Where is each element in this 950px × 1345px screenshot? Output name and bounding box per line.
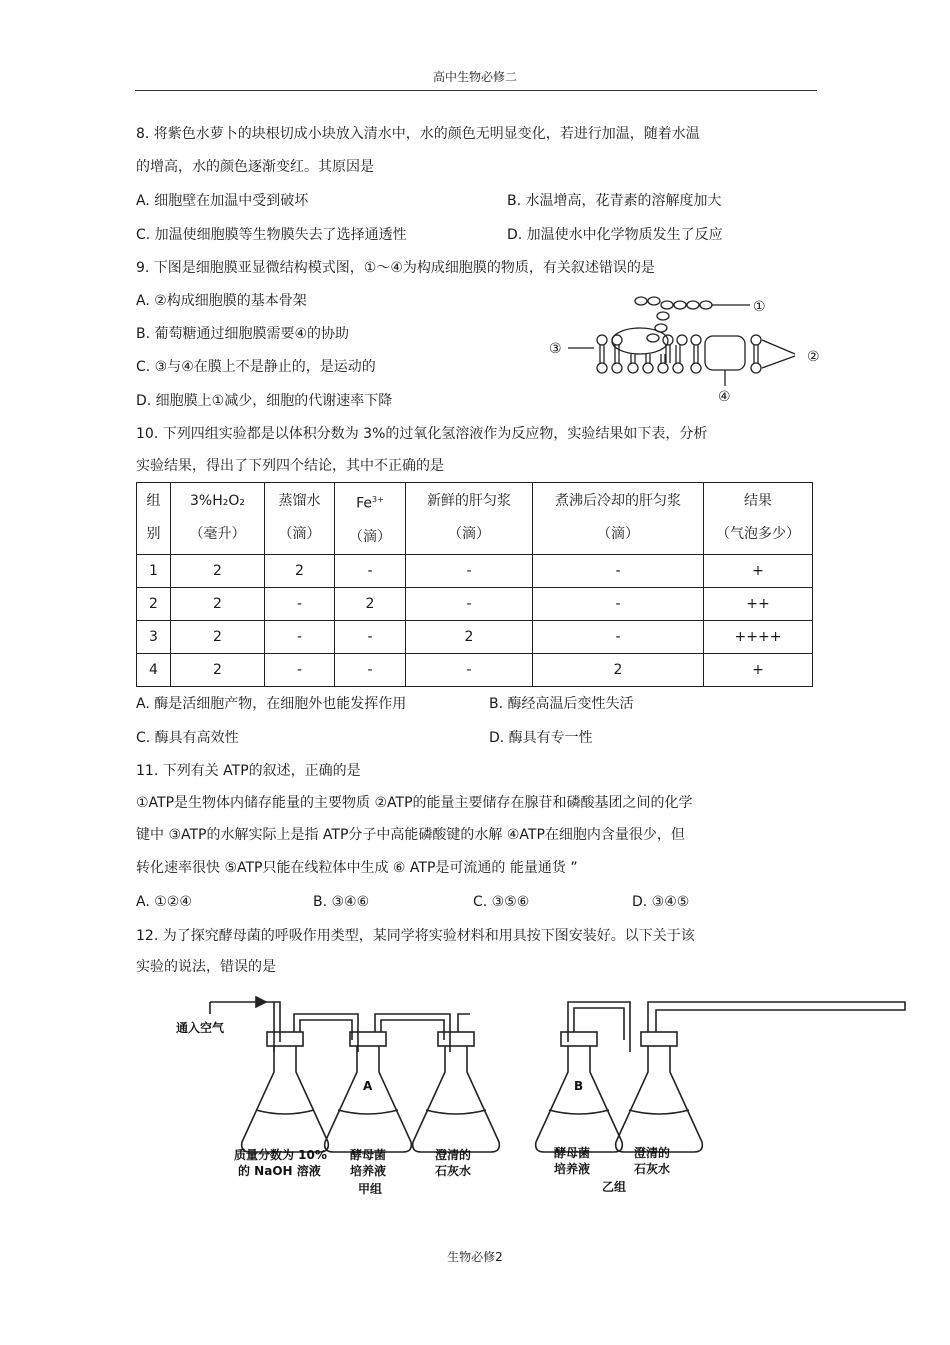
table-cell: 2	[171, 554, 265, 587]
table-cell: 2	[533, 653, 704, 686]
table-cell: 2	[265, 554, 335, 587]
q12-stem-line2: 实验的说法，错误的是	[136, 959, 276, 975]
table-row	[137, 653, 813, 686]
yeast-respiration-apparatus	[170, 992, 915, 1202]
q10-option-c: C. 酶具有高效性	[136, 730, 239, 746]
flask-a-label: A	[363, 1079, 373, 1093]
table-cell: ++++	[704, 620, 813, 653]
table-cell: -	[265, 587, 335, 620]
table-cell: 2	[171, 620, 265, 653]
group-yi-label: 乙组	[602, 1180, 627, 1194]
q8-option-d: D. 加温使水中化学物质发生了反应	[507, 227, 723, 243]
header-boiled-liver: 煮沸后冷却的肝匀浆 （滴）	[533, 483, 704, 555]
q9-option-c: C. ③与④在膜上不是静止的，是运动的	[136, 359, 376, 375]
table-cell: -	[335, 620, 406, 653]
q9-option-d: D. 细胞膜上①减少，细胞的代谢速率下降	[136, 393, 393, 409]
table-cell: 2	[171, 587, 265, 620]
table-cell: +	[704, 653, 813, 686]
table-cell: ++	[704, 587, 813, 620]
limewater-label-2-line2: 石灰水	[634, 1162, 671, 1176]
table-cell: 2	[137, 587, 171, 620]
group-jia-label: 甲组	[358, 1182, 383, 1196]
table-row	[137, 587, 813, 620]
header-group: 组 别	[137, 483, 171, 555]
limewater-label-1-line2: 石灰水	[435, 1164, 472, 1178]
air-inlet-label: 通入空气	[176, 1021, 225, 1035]
table-cell: +	[704, 554, 813, 587]
yeast-label-b-line1: 酵母菌	[554, 1146, 591, 1160]
header-result: 结果 （气泡多少）	[704, 483, 813, 555]
limewater-label-2-line1: 澄清的	[634, 1146, 671, 1160]
table-cell: -	[335, 554, 406, 587]
q8-option-b: B. 水温增高，花青素的溶解度加大	[507, 193, 722, 209]
header-water: 蒸馏水 （滴）	[265, 483, 335, 555]
flask-b-label: B	[574, 1079, 584, 1093]
table-cell: -	[265, 653, 335, 686]
table-cell: -	[533, 620, 704, 653]
page-footer: 生物必修2	[447, 1250, 503, 1264]
table-cell: -	[406, 554, 533, 587]
table-cell: 2	[406, 620, 533, 653]
table-cell: -	[406, 587, 533, 620]
diagram-label-4: ④	[718, 389, 731, 405]
diagram-label-2: ②	[807, 349, 820, 365]
cell-membrane-diagram	[545, 288, 835, 406]
experiment-table	[136, 482, 813, 687]
q9-option-a: A. ②构成细胞膜的基本骨架	[136, 293, 307, 309]
q10-option-a: A. 酶是活细胞产物，在细胞外也能发挥作用	[136, 696, 407, 712]
table-cell: 1	[137, 554, 171, 587]
diagram-label-3: ③	[549, 341, 562, 357]
table-cell: 4	[137, 653, 171, 686]
q11-statement-line1: ①ATP是生物体内储存能量的主要物质 ②ATP的能量主要储存在腺苷和磷酸基团之间的化学	[136, 795, 693, 811]
table-header-row	[137, 483, 813, 555]
q8-stem-line2: 的增高，水的颜色逐渐变红。其原因是	[136, 159, 374, 175]
q11-option-c: C. ③⑤⑥	[473, 894, 530, 910]
header-h2o2: 3%H₂O₂ （毫升）	[171, 483, 265, 555]
yeast-label-a-line2: 培养液	[350, 1164, 387, 1178]
table-cell: -	[265, 620, 335, 653]
header-fresh-liver: 新鲜的肝匀浆 （滴）	[406, 483, 533, 555]
q10-stem-line2: 实验结果，得出了下列四个结论，其中不正确的是	[136, 458, 444, 474]
q8-stem-line1: 8. 将紫色水萝卜的块根切成小块放入清水中，水的颜色无明显变化，若进行加温，随着水温	[136, 126, 700, 142]
q11-option-b: B. ③④⑥	[313, 894, 370, 910]
table-cell: -	[406, 653, 533, 686]
yeast-label-a-line1: 酵母菌	[350, 1148, 387, 1162]
q11-statement-line3: 转化速率很快 ⑤ATP只能在线粒体中生成 ⑥ ATP是可流通的 能量通货 ”	[136, 860, 578, 876]
yeast-label-b-line2: 培养液	[554, 1162, 591, 1176]
header-fe: $Fe^{3+}$ （滴）	[335, 483, 406, 555]
table-cell: 3	[137, 620, 171, 653]
naoh-label-line1: 质量分数为 10%	[234, 1148, 327, 1162]
q10-stem-line1: 10. 下列四组实验都是以体积分数为 3%的过氧化氢溶液作为反应物，实验结果如下表，分析	[136, 426, 708, 442]
q11-statement-line2: 键中 ③ATP的水解实际上是指 ATP分子中高能磷酸键的水解 ④ATP在细胞内含量很少，但	[136, 827, 685, 843]
q11-stem: 11. 下列有关 ATP的叙述，正确的是	[136, 763, 361, 779]
table-cell: 2	[335, 587, 406, 620]
q10-option-d: D. 酶具有专一性	[489, 730, 593, 746]
table-row	[137, 554, 813, 587]
q9-stem: 9. 下图是细胞膜亚显微结构模式图，①～④为构成细胞膜的物质，有关叙述错误的是	[136, 260, 655, 276]
table-row	[137, 620, 813, 653]
table-cell: -	[533, 587, 704, 620]
table-cell: -	[533, 554, 704, 587]
q11-option-d: D. ③④⑤	[632, 894, 690, 910]
diagram-label-1: ①	[753, 299, 766, 315]
q11-option-a: A. ①②④	[136, 894, 192, 910]
limewater-label-1-line1: 澄清的	[435, 1148, 472, 1162]
naoh-label-line2: 的 NaOH 溶液	[238, 1164, 321, 1178]
q12-stem-line1: 12. 为了探究酵母菌的呼吸作用类型，某同学将实验材料和用具按下图安装好。以下关于该	[136, 928, 695, 944]
q8-option-a: A. 细胞壁在加温中受到破坏	[136, 193, 309, 209]
page-header-title: 高中生物必修二	[432, 70, 517, 84]
q10-option-b: B. 酶经高温后变性失活	[489, 696, 634, 712]
q8-option-c: C. 加温使细胞膜等生物膜失去了选择通透性	[136, 227, 407, 243]
header-rule	[135, 90, 817, 91]
table-cell: 2	[171, 653, 265, 686]
table-cell: -	[335, 653, 406, 686]
q9-option-b: B. 葡萄糖通过细胞膜需要④的协助	[136, 326, 350, 342]
